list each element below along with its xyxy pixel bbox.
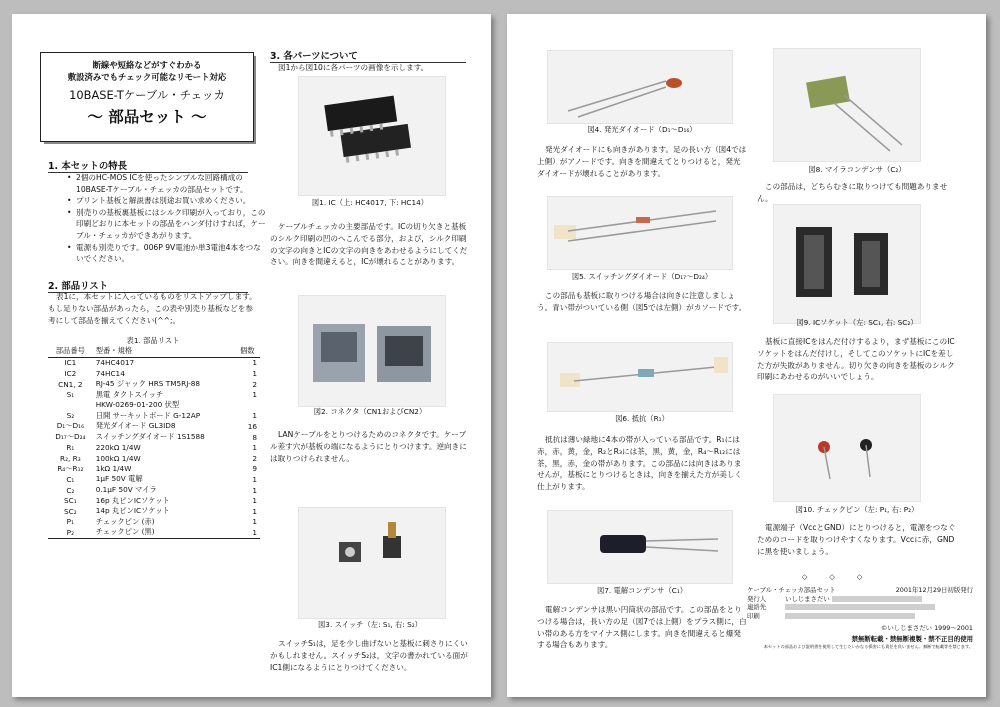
fig10-caption: 図10. チェックピン（左: P₁, 右: P₂） (795, 505, 919, 514)
fig1-text: ケーブルチェッカの主要部品です。ICの切り欠きと基板のシルク印刷の凹のへこんでる部分，および，シルク印刷の文字の向きとICの文字の向きをあわせるようにしてください。向きを間違えると，ICが壊れることがあります。 (270, 222, 468, 267)
table-row (48, 495, 260, 506)
fig10-text: 電源端子（VccとGND）にとりつけると，電源をつなぐためのコードを取りつけやすくなります。Vccに赤，GNDに黒を使いましょう。 (757, 523, 956, 556)
publisher-name: いしじまさだい (785, 594, 830, 603)
part-number-cell: SC₁ (64, 496, 77, 506)
part-number-cell: IC2 (64, 368, 77, 378)
part-spec-cell: 黒電 タクトスイッチ (95, 389, 164, 399)
publish-date: 2001年12月29日初版発行 (895, 586, 973, 594)
section2-text: 表1に，本セットに入っているものをリストアップします。もし足りない部品があったら，この表や別売り基板などを参考にして部品を揃えてください(^^;。 (48, 292, 257, 325)
part-number-cell: R₂, R₃ (60, 453, 81, 463)
title-box (40, 52, 254, 142)
fig8-photo (773, 48, 921, 162)
section3-heading: 3. 各パーツについて (270, 48, 466, 63)
part-number-cell: P₁ (66, 517, 74, 527)
publish-name: ケーブル・チェッカ部品セット (747, 586, 836, 594)
table-row (48, 442, 260, 453)
fig9-photo (773, 204, 921, 324)
fig9-caption: 図9. ICソケット（左: SC₁, 右: SC₂） (796, 318, 918, 327)
feature-list (64, 172, 266, 265)
part-spec-cell: 16p 丸ピンICソケット (95, 495, 170, 505)
fig8-text: この部品は，どちらむきに取りつけても問題ありません。 (757, 182, 948, 203)
part-qty-cell: 1 (252, 390, 257, 400)
contact-label: 連絡先 (747, 603, 767, 612)
part-qty-cell: 1 (252, 517, 257, 527)
part-qty-cell: 2 (252, 453, 257, 463)
check-pin-image (774, 395, 920, 501)
part-spec-cell: 74HC14 (95, 368, 125, 378)
part-qty-cell: 8 (252, 432, 257, 442)
title-line2: 敷設済みでもチェック可能なリモート対応 (67, 72, 227, 82)
switch-image (299, 508, 445, 618)
part-number-cell: S₁ (66, 390, 75, 400)
part-number-cell (48, 400, 93, 411)
table-row (48, 368, 260, 379)
fig3-photo (298, 507, 446, 619)
table-row (48, 421, 260, 432)
table-header: 型番・規格 (93, 346, 235, 357)
part-spec-cell: 1kΩ 1/4W (95, 464, 132, 474)
section3-intro: 図1から図10に各パーツの画像を示します。 (278, 63, 429, 72)
table-row (48, 527, 260, 538)
feature-item: • 別売りの基板裏基板にはシルク印刷が入っており，この印刷どおりに本セットの部品をハンダ付けすれば，ケーブル・チェッカができあがります。 (76, 207, 266, 242)
publish-block (747, 586, 973, 650)
part-number-cell: R₄〜R₁₂ (57, 463, 84, 473)
page-left (12, 14, 491, 697)
electrolytic-capacitor-image (548, 511, 732, 583)
table-row (48, 389, 260, 400)
part-qty-cell: 2 (252, 379, 257, 389)
fig8-caption: 図8. マイラコンデンサ（C₂） (808, 165, 906, 174)
part-number-cell: C₁ (66, 474, 75, 484)
diamond-separator: ◇ ◇ ◇ (801, 572, 863, 581)
fig10-photo (773, 394, 921, 502)
part-number-cell: R₁ (66, 443, 75, 453)
table-row (48, 379, 260, 390)
title-line3: 10BASE-Tケーブル・チェッカ (69, 88, 225, 102)
table-caption: 表1. 部品リスト (126, 336, 180, 345)
fig7-photo (547, 510, 733, 584)
notice: 禁無断転載・禁無断複製・禁不正目的使用 (851, 634, 973, 643)
fig6-caption: 図6. 抵抗（R₁） (615, 414, 669, 423)
part-qty-cell (235, 400, 260, 411)
title-line4: 〜 部品セット 〜 (87, 108, 207, 126)
part-qty-cell: 1 (252, 368, 257, 378)
ic-socket-image (774, 205, 920, 323)
fig7-text: 電解コンデンサは黒い円筒状の部品です。この部品をとりつける場合は，長い方の足（図7では上側）をプラス側に，白い帯のある方をマイナス側にします。向きを間違えると爆発する場合もあります。 (537, 605, 747, 650)
part-spec-cell: 1μF 50V 電解 (95, 474, 143, 484)
fig1-caption: 図1. IC（上: HC4017, 下: HC14） (311, 198, 429, 207)
part-spec-cell: 0.1μF 50V マイラ (95, 485, 157, 495)
part-number-cell: S₂ (66, 411, 75, 421)
fig6-text: 抵抗は薄い緑地に4本の帯が入っている部品です。R₁には赤，赤，黄，金，R₂とR₃には茶，黒，黄，金，R₄〜R₁₂には茶，黒，赤，金の帯があります。この部品には向きはありませんが，基板にとりつけるときは，向きを揃えた方が美しく仕上がります。 (537, 435, 743, 492)
fig2-photo (298, 295, 446, 407)
table-header: 個数 (235, 346, 260, 357)
part-spec-cell: 220kΩ 1/4W (95, 443, 141, 453)
feature-item: • 2個のHC-MOS ICを使ったシンプルな回路構成の10BASE-Tケーブル・チェッカの部品セットです。 (76, 172, 266, 195)
fig4-text: 発光ダイオードにも向きがあります。足の長い方（図4では上側）がアノードです。向きを間違えてとりつけると，発光ダイオードが壊れることがあります。 (537, 145, 747, 178)
part-number-cell: D₁〜D₁₆ (56, 421, 84, 431)
resistor-image (548, 343, 732, 411)
led-image (548, 51, 732, 123)
table-row (48, 474, 260, 485)
table-row (48, 464, 260, 475)
part-qty-cell: 9 (252, 464, 257, 474)
redacted-text (785, 613, 915, 619)
ic-chips-image (299, 77, 445, 195)
print-label: 印刷 (747, 611, 760, 620)
fine-print: 本セットの部品および説明書を使用して生じたいかなる損害にも責任を負いません。無断で転載等を禁じます。 (763, 643, 973, 649)
part-qty-cell: 1 (252, 358, 257, 368)
part-qty-cell: 1 (252, 474, 257, 484)
part-spec-cell: 100kΩ 1/4W (95, 453, 141, 463)
part-qty-cell: 1 (252, 506, 257, 516)
publish-row (747, 603, 973, 612)
fig5-text: この部品も基板に取りつける場合は向きに注意しましょう。青い帯がついている側（図5では左側）がカソードです。 (537, 291, 747, 312)
part-qty-cell: 1 (252, 496, 257, 506)
part-qty-cell: 1 (252, 443, 257, 453)
fig3-text: スイッチS₁は，足を少し曲げないと基板に刺さりにくいかもしれません。スイッチS₂は，文字の書かれている面がIC1側になるようにとりつけてください。 (270, 639, 468, 672)
part-spec-cell: HKW-0269-01-200 伏型 (95, 400, 180, 410)
publish-row (747, 612, 973, 621)
table-row (48, 357, 260, 368)
table-row (48, 400, 260, 411)
part-number-cell: C₂ (66, 485, 75, 495)
part-number-cell: D₁₇〜D₂₄ (55, 432, 86, 442)
part-qty-cell: 1 (252, 411, 257, 421)
part-qty-cell: 1 (252, 485, 257, 495)
connector-image (299, 296, 445, 406)
part-spec-cell: RJ-45 ジャック HRS TM5RJ-88 (95, 379, 201, 389)
redacted-text (785, 604, 935, 610)
fig9-text: 基板に直接ICをはんだ付けするより，まず基板にこのICソケットをはんだ付けし，そしてこのソケットにICを差した方が失敗がありません。切り欠きの向きを基板のシルク印刷にあわせるのがいいでしょう。 (757, 337, 955, 382)
feature-item: • プリント基板と解説書は別途お買い求めください。 (76, 195, 266, 207)
mylar-capacitor-image (774, 49, 920, 161)
fig5-photo (547, 196, 733, 270)
title-line1: 断線や短絡などがすぐわかる (92, 60, 202, 70)
fig6-photo (547, 342, 733, 412)
section2-heading: 2. 部品リスト (48, 278, 248, 293)
table-row (48, 517, 260, 528)
part-number-cell: P₂ (48, 527, 93, 538)
part-qty-cell: 16 (247, 421, 257, 431)
table-header-row (48, 346, 260, 357)
page-right (507, 14, 986, 697)
table-header: 部品番号 (48, 346, 93, 357)
copyright: ©いしじまさだい 1999〜2001 (880, 624, 973, 633)
part-number-cell: CN1, 2 (58, 379, 83, 389)
table-row (48, 506, 260, 517)
publish-row (747, 586, 973, 595)
redacted-text (832, 596, 922, 602)
part-spec-cell: スイッチングダイオード 1S1588 (95, 432, 205, 442)
part-number-cell: IC1 (64, 358, 77, 368)
part-qty-cell: 1 (235, 527, 260, 538)
fig2-caption: 図2. コネクタ（CN1およびCN2） (313, 407, 427, 416)
switching-diode-image (548, 197, 732, 269)
part-spec-cell: 発光ダイオード GL3ID8 (95, 421, 176, 431)
parts-table (48, 346, 260, 539)
part-spec-cell: チェックピン (黒) (93, 527, 235, 538)
table-row (48, 453, 260, 464)
fig7-caption: 図7. 電解コンデンサ（C₁） (596, 586, 688, 595)
section1-heading: 1. 本セットの特長 (48, 158, 248, 173)
table-row (48, 411, 260, 422)
fig4-photo (547, 50, 733, 124)
part-spec-cell: 14p 丸ピンICソケット (95, 506, 170, 516)
fig4-caption: 図4. 発光ダイオード（D₁〜D₁₆） (587, 125, 697, 134)
publish-row (747, 595, 973, 604)
fig3-caption: 図3. スイッチ（左: S₁, 右: S₂） (318, 620, 422, 629)
feature-item: • 電源も別売りです。006P 9V電池か単3電池4本をつないでください。 (76, 242, 266, 265)
fig2-text: LANケーブルをとりつけるためのコネクタです。ケーブル差す穴が基板の端になるようにとりつけます。逆向きには取りつけられません。 (270, 430, 467, 463)
part-number-cell: SC₂ (64, 506, 77, 516)
part-spec-cell: チェックピン (赤) (95, 516, 155, 526)
publisher-label: 発行人 (747, 594, 767, 603)
part-spec-cell: 日開 サーキットボード G-12AP (95, 410, 201, 420)
table-row (48, 485, 260, 496)
part-spec-cell: 74HC4017 (95, 358, 135, 368)
fig1-photo (298, 76, 446, 196)
table-row (48, 432, 260, 443)
fig5-caption: 図5. スイッチングダイオード（D₁₇〜D₂₄） (571, 272, 713, 281)
